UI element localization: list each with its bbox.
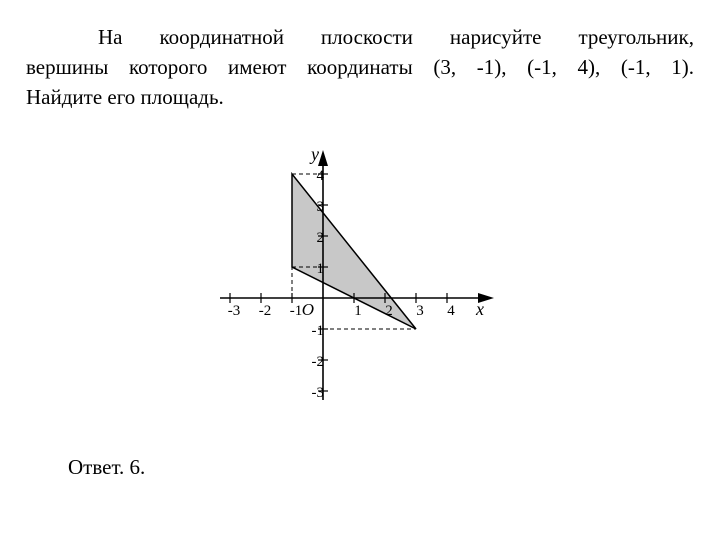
x-tick-label: -2 — [258, 303, 272, 319]
coordinate-plane — [210, 138, 500, 406]
y-tick-label: -3 — [311, 385, 324, 401]
origin-label: O — [301, 300, 314, 319]
task-line-3: Найдите его площадь. — [26, 85, 224, 109]
task-text — [26, 22, 694, 112]
y-tick-label: 3 — [316, 199, 324, 215]
x-tick-label: 1 — [354, 303, 362, 319]
y-tick-label: -1 — [311, 323, 324, 339]
y-tick-label: 1 — [316, 261, 324, 277]
y-axis-arrow — [318, 150, 328, 166]
task-line-2: вершины которого имеют координаты (3, -1), (-1, 4), (-1, 1). — [26, 55, 694, 79]
answer-text: Ответ. 6. — [68, 455, 146, 479]
x-axis-label: x — [476, 299, 484, 319]
y-tick-label: 2 — [316, 230, 324, 246]
task-line-1: На координатной плоскости нарисуйте треугольник, — [98, 25, 694, 49]
x-tick-label: 3 — [416, 303, 424, 319]
x-tick-label: -3 — [227, 303, 241, 319]
x-tick-label: 2 — [385, 303, 393, 319]
y-axis-label: y — [311, 144, 319, 164]
x-tick-label: -1 — [289, 303, 303, 319]
y-tick-label: -2 — [311, 354, 324, 370]
x-tick-label: 4 — [447, 303, 455, 319]
y-tick-label: 4 — [316, 168, 324, 184]
